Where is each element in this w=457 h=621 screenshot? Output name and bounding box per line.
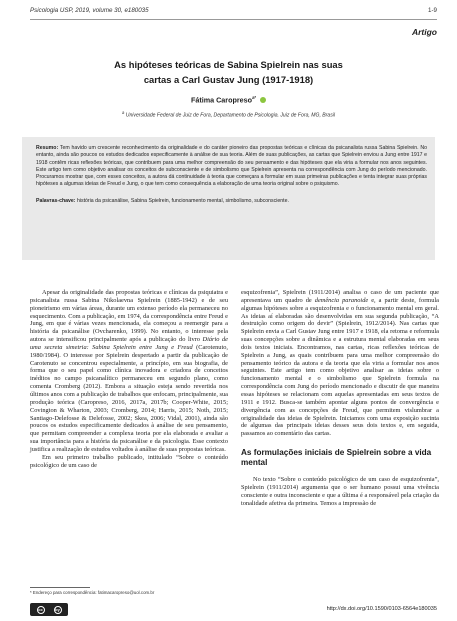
by-icon: by [55,606,60,612]
section-heading: As formulações iniciais de Spielrein sobre a vida mental [241,448,432,468]
running-header [30,7,437,19]
footnote-divider [30,587,90,588]
creative-commons-badge[interactable] [30,603,68,616]
orcid-icon[interactable] [260,97,266,103]
body-paragraph [30,289,228,454]
body-column-right [241,289,439,507]
body-paragraph [241,289,439,438]
body-text: Apesar da originalidade das propostas teóricas e clínicas da psiquiatra e psicanalista russa Sabina Nikolaevna Spielrein (1885-1942) e de seu pioneirismo em várias áreas, durante um extenso período ela permaneceu no esquecimento. Com a publicação, em 1974, da correspondência entre Freud e Jung, em que é várias vezes mencionada, ela começou a reemergir para a história da psicanálise (Ovcharenko, 1999). No entanto, o interesse pela autora se intensificou principalmente após a publicação do livro [30,289,228,344]
title-line-2: cartas a Carl Gustav Jung (1917-1918) [143,74,314,85]
abstract-label: Resumo: [36,145,59,151]
abstract-paragraph [36,145,427,189]
journal-citation: Psicologia USP, 2019, volume 30, e180035 [30,7,149,14]
abstract-text: Tem havido um crescente reconhecimento da originalidade e do caráter pioneiro das propostas teóricas e clínicas da psicanalista russa Sabina Spielrein. No entanto, ainda são poucos os estudos dedicados especificamente à análise de sua teoria. Além de suas publicações, as cartas que Spielrein enviou a Jung entre 1917 e 1918 contêm ricas reflexões teóricas, que contribuem para uma melhor compreensão do seu pensamento e das hipóteses que ela viria a formular nos anos seguintes. Este artigo tem como objetivo analisar os conceitos de subconsciente e de simbolismo que Spielrein apresenta na correspondência com Jung do período mencionado. Procuramos mostrar que, com esses conceitos, a autora dá continuidade à teoria que começara a formular em suas primeiras publicações e tenta integrar suas próprias hipóteses a algumas ideias de Freud e Jung, o que tem como consequência a elaboração de uma teoria original sobre o psiquismo. [36,145,427,188]
title-line-1: As hipóteses teóricas de Sabina Spielrein nas suas [114,59,343,70]
keywords-label: Palavras-chave: [36,197,76,204]
section-type-label: Artigo [411,27,437,37]
footnote: * Endereço para correspondência: fatimacaropreso@uol.com.br [30,590,155,595]
cc-icon: cc [38,606,43,612]
affiliation-mark: a [121,110,125,115]
abstract-box [22,137,435,260]
affiliation [0,110,457,119]
body-text: esquizofrenia”, Spielrein (1911/2014) analisa o caso de um paciente que apresentava um quadro de [241,289,439,304]
keywords-paragraph [36,198,427,205]
doi-link[interactable]: http://dx.doi.org/10.1590/0103-6564e180035 [326,606,437,612]
author-name: Fátima Caropreso [190,95,253,105]
book-title: Diário de uma secreta simetria: Sabina Spielrein entre Jung e Freud [30,336,228,351]
affiliation-text: Universidade Federal de Juiz de Fora, Departamento de Psicologia. Juiz de Fora, MG, Brasil [125,112,336,119]
body-column-left [30,289,228,469]
author-line [0,95,457,104]
page-range: 1-9 [428,7,437,14]
keywords-text: história da psicanálise, Sabina Spielrein, funcionamento mental, simbolismo, subconsciente. [76,197,289,204]
body-paragraph: No texto “Sobre o conteúdo psicológico de um caso de esquizofrenia”, Spielrein (1911/2014) argumenta que o ser humano possui uma vivência consciente e outra inconsciente e que a última é a responsável pela criação da tonalidade afetiva da primeira. Temos a impressão de [241,476,439,507]
author-superscript: a* [252,95,257,100]
italic-term: demência paranoide [314,296,369,304]
article-title [40,57,417,87]
body-paragraph: Em seu primeiro trabalho publicado, intitulado “Sobre o conteúdo psicológico de um caso de [30,453,228,469]
body-text: e, a partir deste, formula algumas hipóteses sobre a esquizofrenia e o funcionamento mental em geral. As ideias aí elaboradas são desenvolvidas em sua segunda publicação, “A destruição como origem do devir” (Spielrein, 1912/2014). Nas cartas que Spielrein envia a Carl Gustav Jung entre 1917 e 1918, ela retoma e reformula suas concepções sobre a dinâmica e a estrutura mental elaboradas em seus dois textos iniciais. Encontramos, nas cartas, ricas reflexões teóricas de Spielrein a Jung, as quais contribuem para uma melhor compreensão do pensamento teórico da autora e da teoria que ela viria a formular nos anos seguintes. Este artigo tem como objetivo analisar as ideias sobre o funcionamento mental e o simbolismo que Spielrein formula na correspondência com Jung do período mencionado e discutir de que maneira essas hipóteses se relacionam com aquelas apresentadas em seus textos de 1911 e 1912. Busca-se também apontar alguns pontos de convergência e divergência com as concepções de Freud, que permitem vislumbrar a originalidade das ideias de Spielrein. Iniciamos com uma exposição sucinta de algumas das principais ideias desses seus dois textos e, em seguida, passamos ao comentário das cartas. [241,296,439,438]
header-divider [30,19,437,20]
body-text: (Carotenuto, 1980/1984). O interesse por Spielrein despertado a partir da publicação de Carotenuto se concentrou especialmente, a princípio, em sua biografia, de forma que o seu papel como clínica inovadora e criadora de conceitos inéditos no campo psicanalítico permaneceu em segundo plano, como comenta Cromberg (2012). Embora a situação esteja sendo revertida nos últimos anos com a publicação de trabalhos que enfocam, principalmente, sua produção teórica (Caropreso, 2016, 2017a, 2017b; Cooper-White, 2015; Covington & Wharton, 2003; Cromberg, 2014; Harris, 2015; Noth, 2015; Santiago-Delefosse & Delefosse, 2002; Skea, 2006; Vidal, 2001), ainda são poucos os estudos especificamente dedicados à análise de seu pensamento, que permitam compreender a complexa teoria por ela elaborada e avaliar a sua importância para a história da psicanálise e da psicologia. Esse contexto justifica a realização de estudos voltados à análise de suas propostas teóricas. [30,343,228,453]
